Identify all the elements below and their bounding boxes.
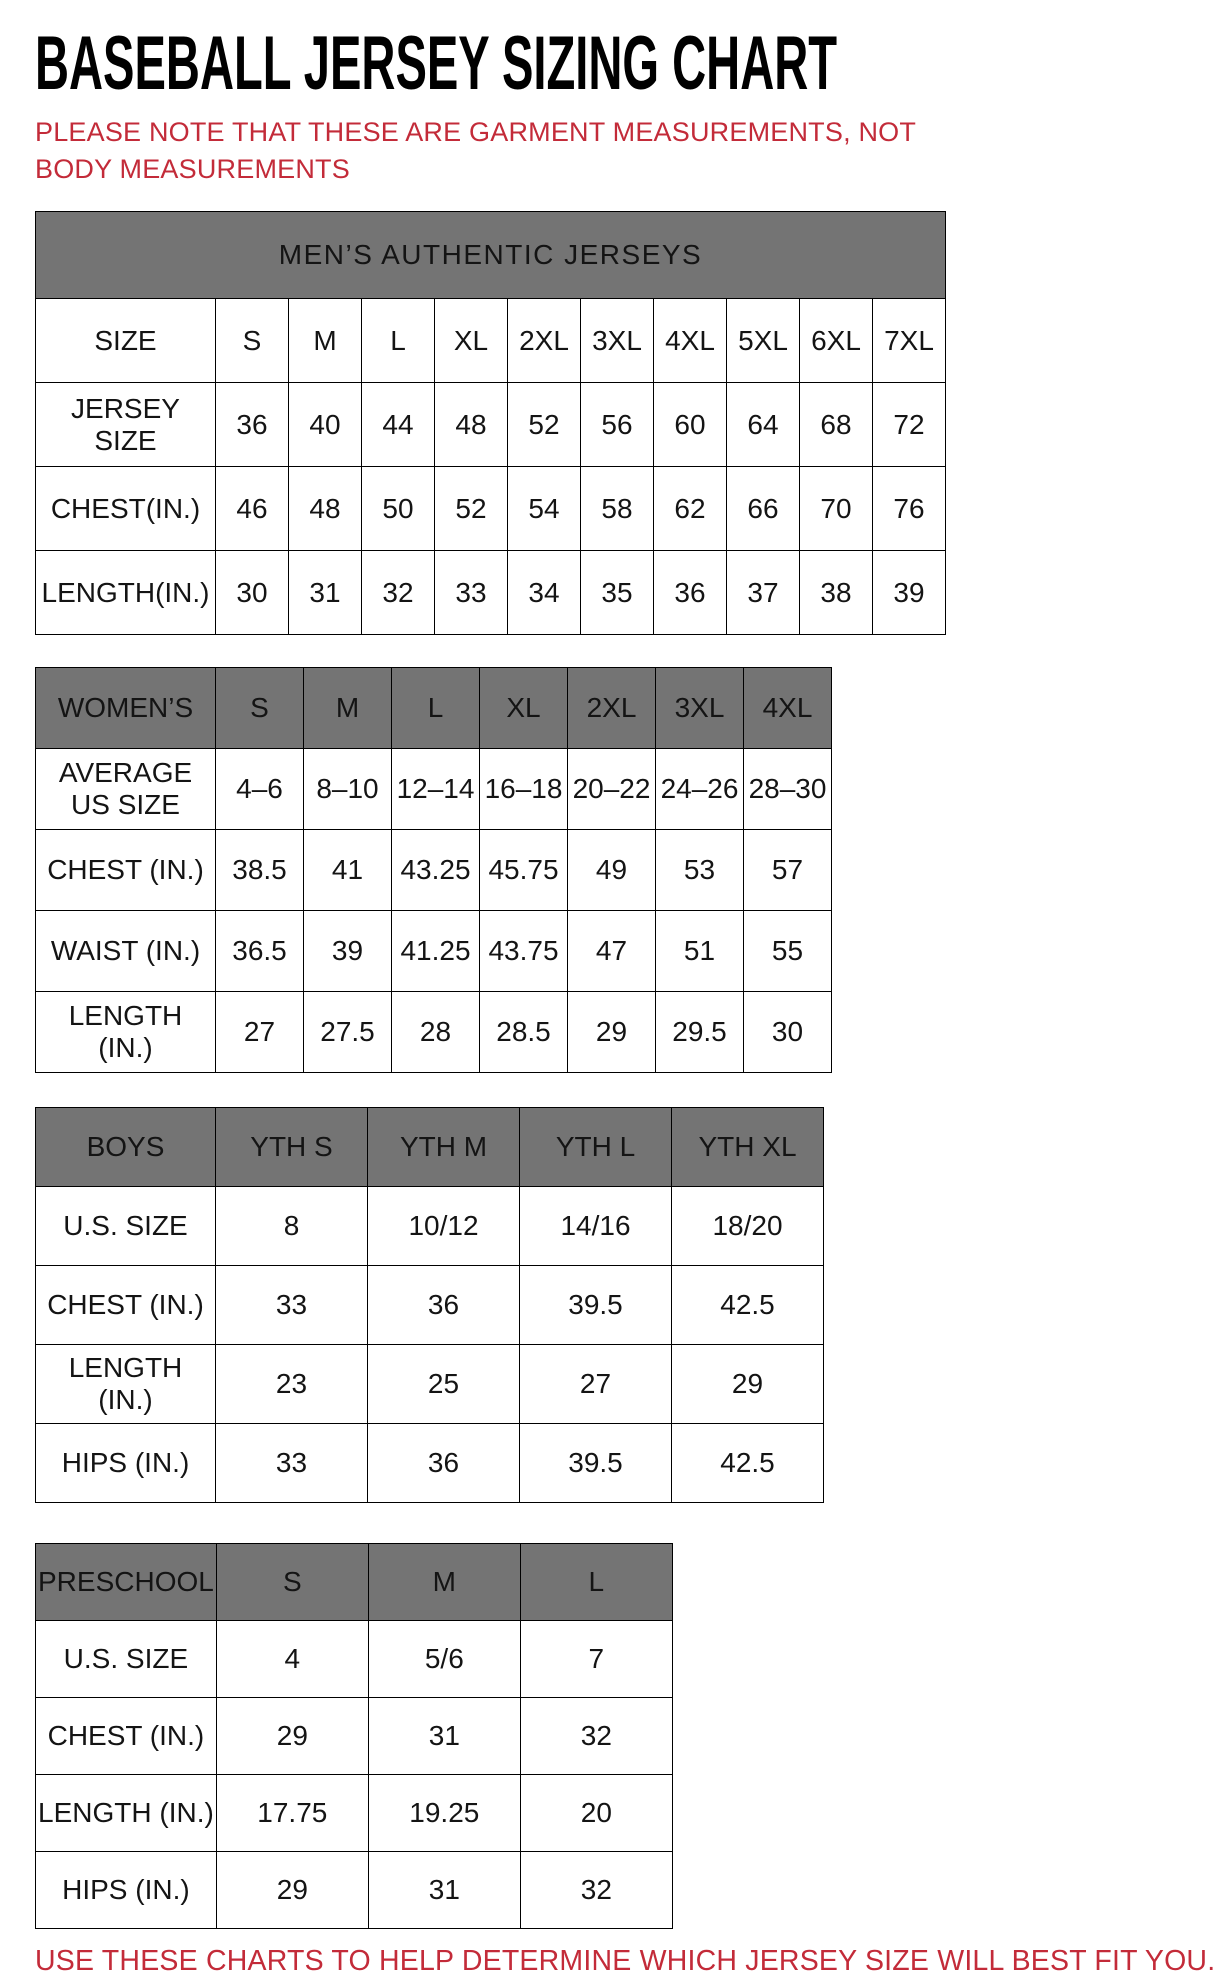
table-cell: 50: [362, 467, 435, 551]
table-cell: 51: [656, 911, 744, 992]
table-cell: 43.75: [480, 911, 568, 992]
column-header: L: [392, 668, 480, 749]
table-cell: 38: [800, 551, 873, 635]
table-cell: 24–26: [656, 749, 744, 830]
column-header: 4XL: [744, 668, 832, 749]
table-cell: 23: [216, 1345, 368, 1424]
table-cell: 10/12: [368, 1187, 520, 1266]
table-cell: 42.5: [672, 1266, 824, 1345]
table-cell: 7: [520, 1621, 672, 1698]
table-cell: 35: [581, 551, 654, 635]
table-cell: 54: [508, 467, 581, 551]
table-cell: 41.25: [392, 911, 480, 992]
column-header: YTH S: [216, 1108, 368, 1187]
table-cell: L: [362, 299, 435, 383]
table-cell: 8–10: [304, 749, 392, 830]
table-cell: 36.5: [216, 911, 304, 992]
table-cell: 49: [568, 830, 656, 911]
preschool-row: [36, 1775, 673, 1852]
womens-sizing-table: [35, 667, 832, 1073]
table-cell: 29.5: [656, 992, 744, 1073]
table-cell: 39: [873, 551, 946, 635]
table-cell: 27: [216, 992, 304, 1073]
column-header: L: [520, 1544, 672, 1621]
table-cell: 66: [727, 467, 800, 551]
table-cell: 28.5: [480, 992, 568, 1073]
table-cell: 46: [216, 467, 289, 551]
table-cell: 42.5: [672, 1424, 824, 1503]
row-label: SIZE: [36, 299, 216, 383]
table-cell: 29: [216, 1698, 368, 1775]
table-cell: 33: [435, 551, 508, 635]
row-label: JERSEY SIZE: [36, 383, 216, 467]
table-cell: 76: [873, 467, 946, 551]
column-header: S: [216, 668, 304, 749]
womens-header-row: [36, 668, 832, 749]
boys-row: [36, 1266, 824, 1345]
table-cell: 7XL: [873, 299, 946, 383]
table-cell: 6XL: [800, 299, 873, 383]
table-cell: 27.5: [304, 992, 392, 1073]
column-header: M: [368, 1544, 520, 1621]
row-label: LENGTH (IN.): [36, 1345, 216, 1424]
womens-row: [36, 911, 832, 992]
table-cell: 72: [873, 383, 946, 467]
table-cell: XL: [435, 299, 508, 383]
table-cell: 45.75: [480, 830, 568, 911]
row-label: HIPS (IN.): [36, 1852, 217, 1929]
table-cell: 70: [800, 467, 873, 551]
table-cell: 55: [744, 911, 832, 992]
table-cell: 29: [672, 1345, 824, 1424]
table-cell: 33: [216, 1266, 368, 1345]
table-cell: 43.25: [392, 830, 480, 911]
table-cell: 41: [304, 830, 392, 911]
table-cell: 19.25: [368, 1775, 520, 1852]
table-cell: 28–30: [744, 749, 832, 830]
table-cell: 33: [216, 1424, 368, 1503]
womens-header-label: WOMEN’S: [36, 668, 216, 749]
row-label: LENGTH (IN.): [36, 992, 216, 1073]
table-cell: 5/6: [368, 1621, 520, 1698]
mens-row: [36, 467, 946, 551]
column-header: 2XL: [568, 668, 656, 749]
table-cell: 68: [800, 383, 873, 467]
table-cell: 20: [520, 1775, 672, 1852]
table-cell: 3XL: [581, 299, 654, 383]
table-cell: 53: [656, 830, 744, 911]
table-cell: 52: [435, 467, 508, 551]
boys-row: [36, 1187, 824, 1266]
table-cell: 37: [727, 551, 800, 635]
column-header: M: [304, 668, 392, 749]
table-cell: 48: [289, 467, 362, 551]
table-cell: 32: [362, 551, 435, 635]
table-cell: 29: [568, 992, 656, 1073]
row-label: LENGTH(IN.): [36, 551, 216, 635]
row-label: CHEST(IN.): [36, 467, 216, 551]
table-cell: 36: [654, 551, 727, 635]
table-cell: 57: [744, 830, 832, 911]
row-label: CHEST (IN.): [36, 1698, 217, 1775]
row-label: U.S. SIZE: [36, 1621, 217, 1698]
table-cell: 29: [216, 1852, 368, 1929]
womens-row: [36, 749, 832, 830]
table-cell: 32: [520, 1852, 672, 1929]
column-header: S: [216, 1544, 368, 1621]
row-label: AVERAGE US SIZE: [36, 749, 216, 830]
table-cell: 20–22: [568, 749, 656, 830]
row-label: LENGTH (IN.): [36, 1775, 217, 1852]
table-cell: 12–14: [392, 749, 480, 830]
table-cell: 52: [508, 383, 581, 467]
table-cell: 38.5: [216, 830, 304, 911]
table-cell: 14/16: [520, 1187, 672, 1266]
table-cell: 47: [568, 911, 656, 992]
table-cell: 28: [392, 992, 480, 1073]
mens-banner-row: [36, 212, 946, 299]
preschool-sizing-table: [35, 1543, 673, 1929]
column-header: YTH XL: [672, 1108, 824, 1187]
table-cell: 62: [654, 467, 727, 551]
table-cell: 31: [368, 1852, 520, 1929]
boys-sizing-table: [35, 1107, 824, 1503]
column-header: XL: [480, 668, 568, 749]
garment-note: PLEASE NOTE THAT THESE ARE GARMENT MEASUREMENTS, NOT BODY MEASUREMENTS: [35, 117, 916, 184]
table-cell: 31: [368, 1698, 520, 1775]
column-header: YTH M: [368, 1108, 520, 1187]
table-cell: M: [289, 299, 362, 383]
column-header: YTH L: [520, 1108, 672, 1187]
column-header: 3XL: [656, 668, 744, 749]
boys-header-row: [36, 1108, 824, 1187]
table-cell: 27: [520, 1345, 672, 1424]
table-cell: 34: [508, 551, 581, 635]
row-label: CHEST (IN.): [36, 1266, 216, 1345]
mens-row: [36, 299, 946, 383]
table-cell: 32: [520, 1698, 672, 1775]
row-label: HIPS (IN.): [36, 1424, 216, 1503]
table-cell: 31: [289, 551, 362, 635]
table-cell: 36: [368, 1266, 520, 1345]
table-cell: S: [216, 299, 289, 383]
table-cell: 4: [216, 1621, 368, 1698]
mens-banner: MEN’S AUTHENTIC JERSEYS: [36, 212, 946, 299]
mens-sizing-table: [35, 211, 946, 635]
row-label: WAIST (IN.): [36, 911, 216, 992]
preschool-row: [36, 1698, 673, 1775]
table-cell: 39.5: [520, 1424, 672, 1503]
table-cell: 39: [304, 911, 392, 992]
table-cell: 4–6: [216, 749, 304, 830]
table-cell: 56: [581, 383, 654, 467]
preschool-header-row: [36, 1544, 673, 1621]
mens-row: [36, 551, 946, 635]
preschool-row: [36, 1621, 673, 1698]
table-cell: 40: [289, 383, 362, 467]
table-cell: 30: [744, 992, 832, 1073]
preschool-row: [36, 1852, 673, 1929]
table-cell: 44: [362, 383, 435, 467]
table-cell: 60: [654, 383, 727, 467]
page-title: BASEBALL JERSEY SIZING CHART: [35, 21, 838, 106]
table-cell: 17.75: [216, 1775, 368, 1852]
table-cell: 64: [727, 383, 800, 467]
boys-row: [36, 1424, 824, 1503]
table-cell: 18/20: [672, 1187, 824, 1266]
table-cell: 36: [368, 1424, 520, 1503]
table-cell: 39.5: [520, 1266, 672, 1345]
table-cell: 48: [435, 383, 508, 467]
table-cell: 30: [216, 551, 289, 635]
boys-row: [36, 1345, 824, 1424]
boys-header-label: BOYS: [36, 1108, 216, 1187]
table-cell: 8: [216, 1187, 368, 1266]
table-cell: 36: [216, 383, 289, 467]
preschool-header-label: PRESCHOOL: [36, 1544, 217, 1621]
table-cell: 4XL: [654, 299, 727, 383]
table-cell: 16–18: [480, 749, 568, 830]
table-cell: 2XL: [508, 299, 581, 383]
row-label: U.S. SIZE: [36, 1187, 216, 1266]
womens-row: [36, 992, 832, 1073]
fit-advice-note: USE THESE CHARTS TO HELP DETERMINE WHICH JERSEY SIZE WILL BEST FIT YOU.: [35, 1945, 1216, 1978]
womens-row: [36, 830, 832, 911]
table-cell: 58: [581, 467, 654, 551]
mens-row: [36, 383, 946, 467]
table-cell: 25: [368, 1345, 520, 1424]
row-label: CHEST (IN.): [36, 830, 216, 911]
table-cell: 5XL: [727, 299, 800, 383]
